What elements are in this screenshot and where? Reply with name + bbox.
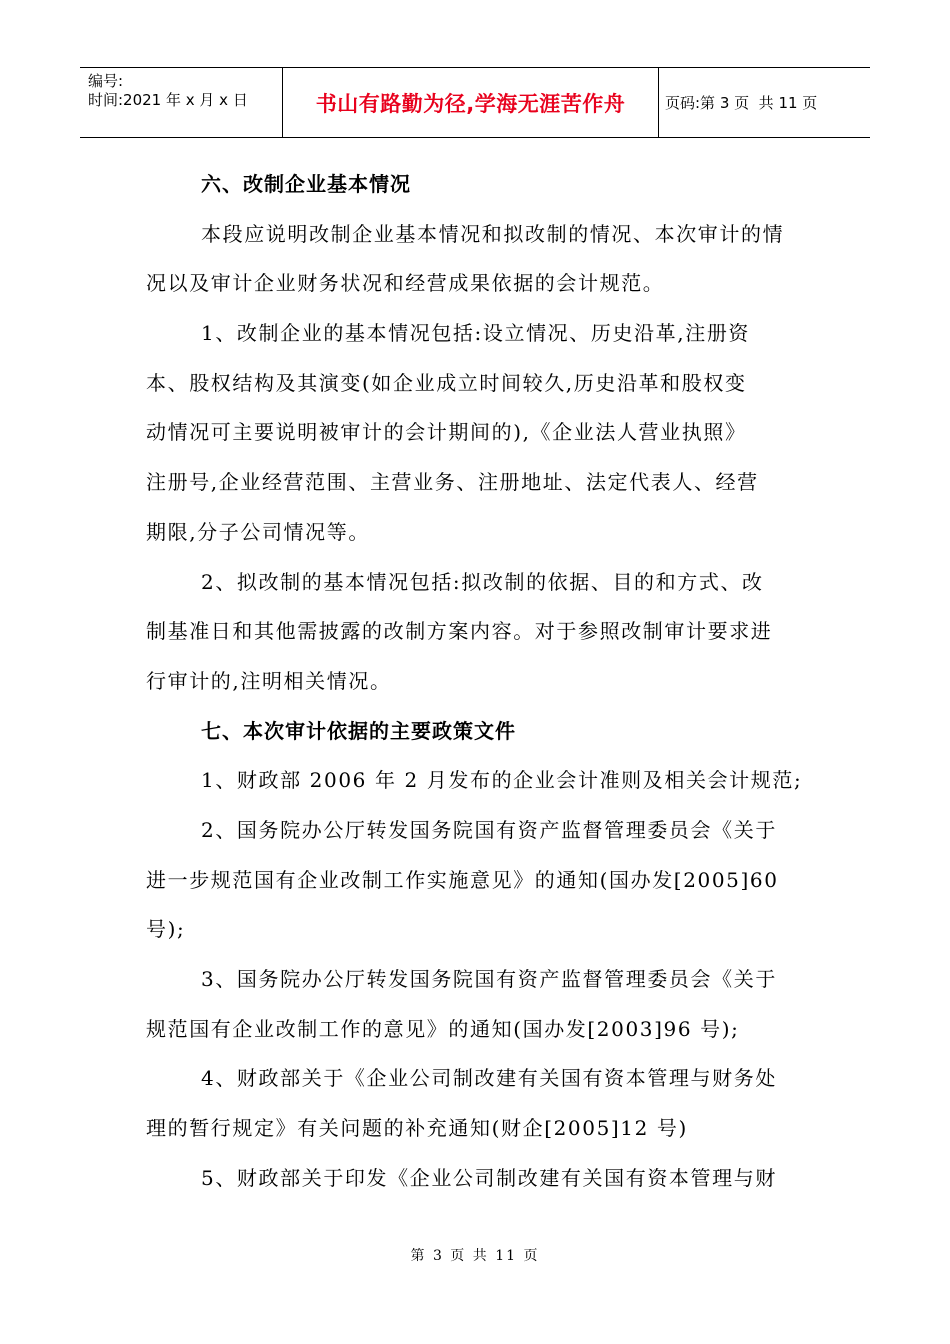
paragraph-line: 规范国有企业改制工作的意见》的通知(国办发[2003]96 号); xyxy=(146,1016,740,1041)
paragraph-line: 4、财政部关于《企业公司制改建有关国有资本管理与财务处 xyxy=(201,1066,777,1091)
section-heading-6: 六、改制企业基本情况 xyxy=(201,172,411,196)
header-meta xyxy=(80,68,283,137)
paragraph-line: 注册号,企业经营范围、主营业务、注册地址、法定代表人、经营 xyxy=(146,470,759,495)
paragraph-line: 2、拟改制的基本情况包括:拟改制的依据、目的和方式、改 xyxy=(201,569,764,594)
header-page-info xyxy=(659,68,870,137)
paragraph-line: 制基准日和其他需披露的改制方案内容。对于参照改制审计要求进 xyxy=(146,619,773,644)
paragraph-line: 动情况可主要说明被审计的会计期间的),《企业法人营业执照》 xyxy=(146,420,747,445)
page-header xyxy=(80,67,870,138)
page-footer: 第 3 页 共 11 页 xyxy=(410,1248,540,1264)
paragraph-line: 号); xyxy=(146,917,186,942)
header-motto: 书山有路勤为径,学海无涯苦作舟 xyxy=(283,68,659,137)
page-info-text: 页码:第 3 页 共 11 页 xyxy=(665,94,818,112)
paragraph-line: 1、改制企业的基本情况包括:设立情况、历史沿革,注册资 xyxy=(201,321,751,346)
section-heading-7: 七、本次审计依据的主要政策文件 xyxy=(201,718,516,743)
paragraph-line: 1、财政部 2006 年 2 月发布的企业会计准则及相关会计规范; xyxy=(201,768,803,793)
paragraph-line: 期限,分子公司情况等。 xyxy=(146,519,370,544)
serial-label: 编号: xyxy=(88,72,124,90)
paragraph-line: 行审计的,注明相关情况。 xyxy=(146,668,392,693)
paragraph-line: 理的暂行规定》有关问题的补充通知(财企[2005]12 号) xyxy=(146,1116,688,1141)
paragraph-line: 5、财政部关于印发《企业公司制改建有关国有资本管理与财 xyxy=(201,1165,777,1190)
paragraph-line: 进一步规范国有企业改制工作实施意见》的通知(国办发[2005]60 xyxy=(146,867,779,892)
paragraph-line: 2、国务院办公厅转发国务院国有资产监督管理委员会《关于 xyxy=(201,817,777,842)
document-body xyxy=(146,160,806,1203)
paragraph-line: 本、股权结构及其演变(如企业成立时间较久,历史沿革和股权变 xyxy=(146,370,747,395)
paragraph-line: 况以及审计企业财务状况和经营成果依据的会计规范。 xyxy=(146,271,665,296)
time-label: 时间:2021 年 x 月 x 日 xyxy=(88,91,248,109)
paragraph-line: 3、国务院办公厅转发国务院国有资产监督管理委员会《关于 xyxy=(201,967,777,991)
paragraph-line: 本段应说明改制企业基本情况和拟改制的情况、本次审计的情 xyxy=(201,221,785,246)
